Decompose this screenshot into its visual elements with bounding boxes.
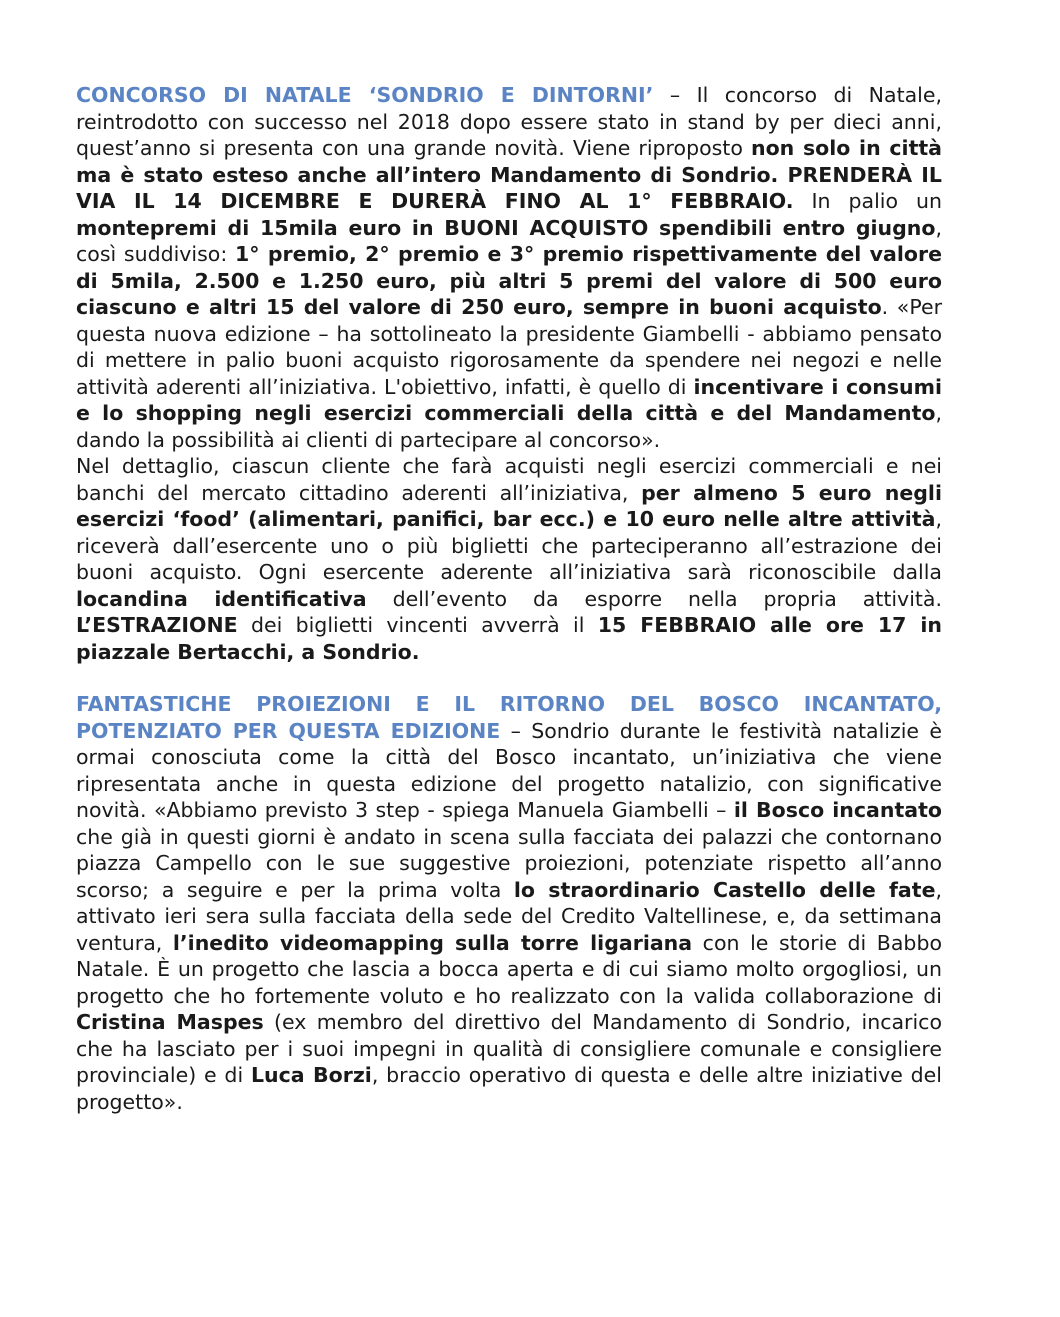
- text-run: . «Per questa nuova edizione – ha sottolineato la presidente Giambelli - abbiamo pensato di mettere in palio buoni acquisto rigorosamente da spendere nei negozi e nelle attività aderenti all’iniziativa. L'obiettivo, infatti, è quello di: [76, 295, 942, 399]
- bold-run: 1° premio, 2° premio e 3° premio rispettivamente del valore di 5mila, 2.500 e 1.250 euro, più altri 5 premi del valore di 500 euro ciascuno e altri 15 del valore di 250 euro, sempre in buoni acquisto: [76, 242, 942, 319]
- text-run: dell’evento da esporre nella propria attività.: [366, 586, 942, 611]
- bold-run: montepremi di 15mila euro in BUONI ACQUISTO spendibili entro giugno: [76, 215, 936, 240]
- bold-run: il Bosco incantato: [733, 798, 942, 822]
- text-run: dei biglietti vincenti avverrà il: [237, 613, 598, 637]
- paragraph-spacer: [76, 665, 942, 691]
- text-run: , dando la possibilità ai clienti di partecipare al concorso».: [76, 401, 942, 452]
- bold-run: l’inedito videomapping sulla torre ligariana: [172, 930, 693, 955]
- bold-run: Cristina Maspes: [76, 1010, 264, 1034]
- text-run: , riceverà dall’esercente uno o più biglietti che parteciperanno all’estrazione dei buoni acquisto. Ogni esercente aderente all’iniziativa sarà riconoscibile dalla: [76, 507, 942, 584]
- bold-run: non solo in città ma è stato esteso anche all’intero Mandamento di Sondrio. PRENDERÀ IL VIA IL 14 DICEMBRE E DURERÀ FINO AL 1° FEBBRAIO.: [76, 136, 942, 213]
- text-run: – Sondrio durante le festività natalizie è ormai conosciuta come la città del Bosco incantato, un’iniziativa che viene ripresentata anche in questa edizione del progetto natalizio, con significative novità. «Abbiamo previsto 3 step - spiega Manuela Giambelli –: [76, 718, 942, 822]
- section-heading-concorso: CONCORSO DI NATALE ‘SONDRIO E DINTORNI’: [76, 83, 654, 107]
- text-run: con le storie di Babbo Natale. È un progetto che lascia a bocca aperta e di cui siamo molto orgogliosi, un progetto che ho fortemente voluto e ho realizzato con la valida collaborazione di: [76, 930, 942, 1008]
- bold-run: Luca Borzi: [250, 1063, 372, 1087]
- text-run: , così suddiviso:: [76, 215, 942, 266]
- paragraph-concorso-natale: [76, 82, 942, 453]
- paragraph-dettaglio: [76, 453, 942, 665]
- bold-run: per almeno 5 euro negli esercizi ‘food’ (alimentari, panifici, bar ecc.) e 10 euro nelle altre attività: [76, 480, 942, 531]
- text-run: , braccio operativo di questa e delle altre iniziative del progetto».: [76, 1063, 942, 1114]
- paragraph-proiezioni: [76, 691, 942, 1115]
- text-run: , attivato ieri sera sulla facciata della sede del Credito Valtellinese, e, da settimana ventura,: [76, 877, 943, 955]
- text-run: (ex membro del direttivo del Mandamento di Sondrio, incarico che ha lasciato per i suoi impegni in qualità di consigliere comunale e consigliere provinciale) e di: [76, 1010, 942, 1087]
- document-page: [76, 82, 942, 1115]
- bold-run: lo straordinario Castello delle fate: [513, 877, 936, 902]
- bold-run: 15 FEBBRAIO alle ore 17 in piazzale Bertacchi, a Sondrio.: [76, 613, 943, 664]
- text-run: che già in questi giorni è andato in scena sulla facciata dei palazzi che contornano piazza Campello con le sue suggestive proiezioni, potenziate rispetto all’anno scorso; a seguire e per la prima volta: [76, 824, 942, 902]
- text-run: Nel dettaglio, ciascun cliente che farà acquisti negli esercizi commerciali e nei banchi del mercato cittadino aderenti all’iniziativa,: [76, 454, 942, 505]
- bold-run: locandina identificativa: [76, 586, 367, 611]
- bold-run: incentivare i consumi e lo shopping negli esercizi commerciali della città e del Mandamento: [76, 374, 943, 425]
- text-run: In palio un: [793, 189, 942, 213]
- text-run: – Il concorso di Natale, reintrodotto con successo nel 2018 dopo essere stato in stand by per dieci anni, quest’anno si presenta con una grande novità. Viene riproposto: [76, 83, 942, 160]
- section-heading-proiezioni: FANTASTICHE PROIEZIONI E IL RITORNO DEL BOSCO INCANTATO, POTENZIATO PER QUESTA EDIZIONE: [76, 692, 942, 743]
- bold-run: L’ESTRAZIONE: [76, 613, 238, 637]
